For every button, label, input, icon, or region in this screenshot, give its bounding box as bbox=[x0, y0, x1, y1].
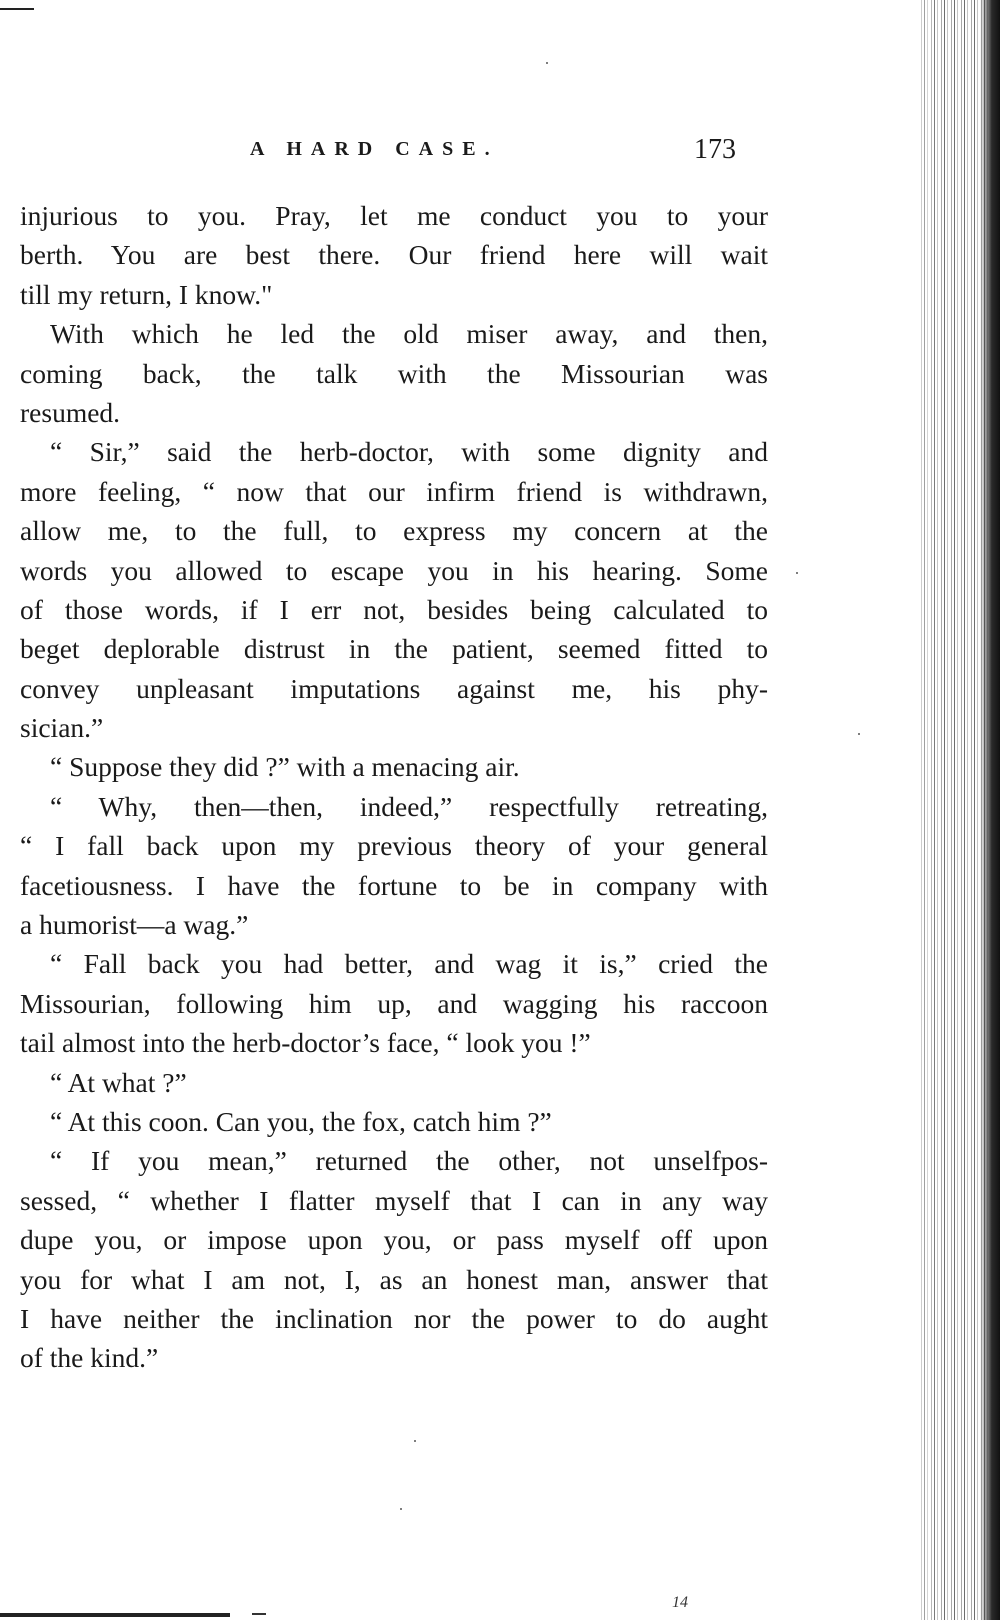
text-line: convey unpleasant imputations against me, his phy- bbox=[20, 672, 768, 704]
text-line: “ Why, then—then, indeed,” respectfully retreating, bbox=[50, 790, 768, 822]
text-line: “ Suppose they did ?” with a menacing air. bbox=[50, 751, 520, 783]
ink-speck bbox=[546, 62, 548, 64]
text-line: I have neither the inclination nor the power to do aught bbox=[20, 1302, 768, 1334]
text-line: “ At what ?” bbox=[50, 1066, 187, 1098]
text-line: resumed. bbox=[20, 396, 121, 428]
running-title: A HARD CASE. bbox=[250, 138, 499, 160]
text-line: a humorist—a wag.” bbox=[20, 909, 249, 941]
ink-speck bbox=[414, 1440, 416, 1442]
bottom-dash bbox=[252, 1613, 266, 1615]
text-line: sessed, “ whether I flatter myself that I can in any way bbox=[20, 1184, 768, 1216]
ink-speck bbox=[858, 733, 860, 735]
text-line: allow me, to the full, to express my concern at the bbox=[20, 515, 768, 547]
text-line: “ Sir,” said the herb-doctor, with some dignity and bbox=[50, 436, 768, 468]
text-line: coming back, the talk with the Missourian was bbox=[20, 357, 768, 389]
text-line: With which he led the old miser away, and then, bbox=[50, 318, 768, 350]
ink-speck bbox=[400, 1508, 402, 1510]
body-text bbox=[20, 196, 768, 1378]
text-line: tail almost into the herb-doctor’s face, “ look you !” bbox=[20, 1027, 591, 1059]
text-line: berth. You are best there. Our friend here will wait bbox=[20, 239, 768, 271]
text-line: “ Fall back you had better, and wag it is,” cried the bbox=[50, 948, 768, 980]
spine-edge bbox=[980, 0, 1000, 1620]
text-line: dupe you, or impose upon you, or pass myself off upon bbox=[20, 1224, 768, 1256]
text-line: facetiousness. I have the fortune to be in company with bbox=[20, 869, 768, 901]
spine-fade bbox=[898, 0, 938, 1620]
text-line: till my return, I know." bbox=[20, 278, 273, 310]
text-line: “ I fall back upon my previous theory of your general bbox=[20, 830, 768, 862]
bottom-rule bbox=[0, 1613, 230, 1617]
text-line: of the kind.” bbox=[20, 1342, 159, 1374]
text-line: sician.” bbox=[20, 712, 104, 744]
text-line: “ At this coon. Can you, the fox, catch him ?” bbox=[50, 1105, 552, 1137]
signature-mark: 14 bbox=[672, 1594, 688, 1611]
text-line: injurious to you. Pray, let me conduct you to your bbox=[20, 200, 768, 231]
corner-rule bbox=[0, 8, 34, 10]
text-line: words you allowed to escape you in his hearing. Some bbox=[20, 554, 768, 586]
text-line: more feeling, “ now that our infirm friend is withdrawn, bbox=[20, 475, 768, 507]
text-line: Missourian, following him up, and wagging his raccoon bbox=[20, 987, 768, 1019]
page-number: 173 bbox=[694, 134, 736, 165]
text-line: you for what I am not, I, as an honest man, answer that bbox=[20, 1263, 768, 1295]
text-line: of those words, if I err not, besides being calculated to bbox=[20, 593, 768, 625]
running-head bbox=[0, 134, 760, 174]
text-line: “ If you mean,” returned the other, not unselfpos- bbox=[50, 1145, 768, 1177]
ink-speck bbox=[796, 572, 798, 574]
text-line: beget deplorable distrust in the patient, seemed fitted to bbox=[20, 633, 768, 665]
